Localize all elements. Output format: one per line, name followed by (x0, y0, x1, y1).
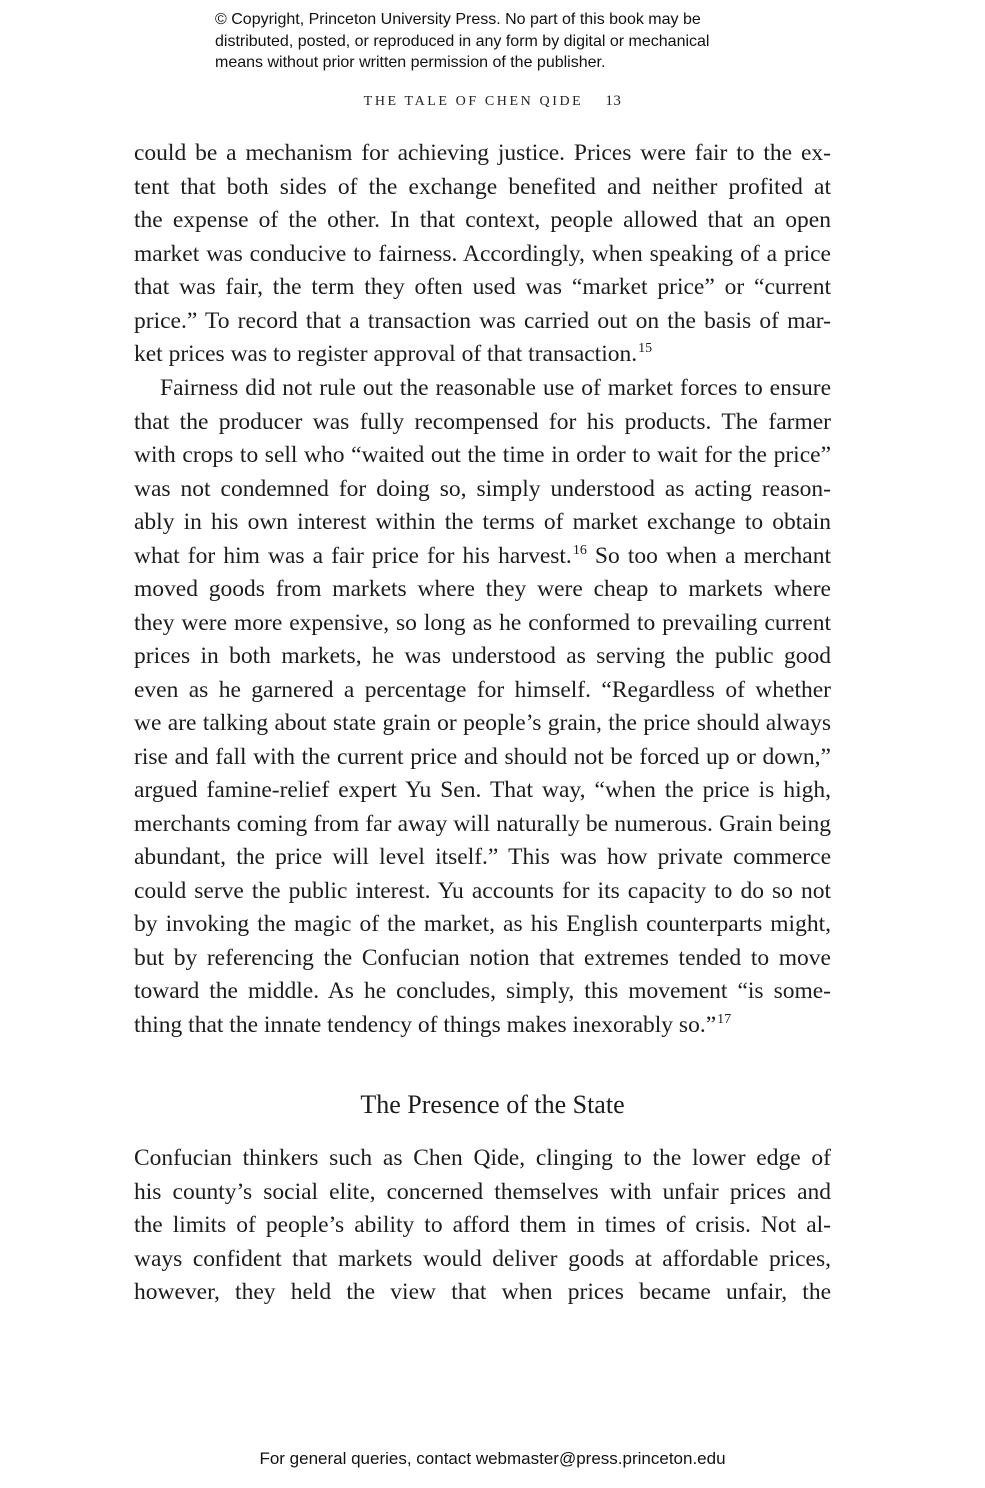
text-fragment: thing that the innate tendency of things makes inexorably so.” (134, 1011, 717, 1038)
text-line: moved goods from markets where they were cheap to markets where (134, 576, 831, 602)
text-line (134, 1009, 831, 1043)
footnote-ref-17: 17 (717, 1011, 732, 1027)
text-line: was not condemned for doing so, simply understood as acting reason- (134, 475, 831, 502)
text-line: toward the middle. As he concludes, simply, this movement “is some- (134, 978, 831, 1004)
text-line: rise and fall with the current price and should not be forced up or down,” (134, 743, 831, 770)
text-line: market was conducive to fairness. Accordingly, when speaking of a price (134, 240, 831, 267)
paragraph-1 (134, 137, 831, 372)
text-line: they were more expensive, so long as he conformed to prevailing current (134, 609, 831, 636)
text-line: the limits of people’s ability to afford them in times of crisis. Not al- (134, 1212, 831, 1238)
copyright-line: distributed, posted, or reproduced in any form by digital or mechanical (215, 32, 710, 50)
text-line: ably in his own interest within the terms of market exchange to obtain (134, 509, 831, 535)
text-line: argued famine-relief expert Yu Sen. That way, “when the price is high, (134, 777, 831, 803)
text-line (134, 540, 831, 574)
text-line: that the producer was fully recompensed for his products. The farmer (134, 408, 831, 435)
text-fragment: what for him was a fair price for his harvest. (134, 542, 572, 569)
running-head-title: THE TALE OF CHEN QIDE (363, 94, 584, 109)
copyright-line: © Copyright, Princeton University Press. No part of this book may be (215, 11, 701, 28)
paragraph-2 (134, 372, 831, 1042)
text-line: his county’s social elite, concerned themselves with unfair prices and (134, 1178, 831, 1205)
text-line: price.” To record that a transaction was carried out on the basis of mar- (134, 307, 831, 334)
text-line: merchants coming from far away will naturally be numerous. Grain being (134, 810, 831, 837)
text-line: could serve the public interest. Yu accounts for its capacity to do so not (134, 877, 831, 904)
page-number: 13 (605, 93, 622, 109)
footer-contact: For general queries, contact webmaster@press.princeton.edu (259, 1449, 726, 1468)
text-line: by invoking the magic of the market, as his English counterparts might, (134, 911, 831, 937)
text-line: the expense of the other. In that context, people allowed that an open (134, 207, 831, 233)
paragraph-3 (134, 1142, 831, 1310)
footnote-ref-15: 15 (638, 341, 653, 356)
text-line: ways confident that markets would deliver goods at affordable prices, (134, 1245, 831, 1272)
text-line: Confucian thinkers such as Chen Qide, clinging to the lower edge of (134, 1145, 831, 1171)
footnote-ref-16: 16 (572, 542, 587, 558)
copyright-line: means without prior written permission of the publisher. (215, 54, 606, 71)
text-line: we are talking about state grain or people’s grain, the price should always (134, 710, 831, 736)
text-line: however, they held the view that when prices became unfair, the (134, 1279, 831, 1305)
section-heading: The Presence of the State (360, 1090, 625, 1119)
text-fragment: So too when a merchant (586, 542, 831, 569)
text-fragment: ket prices was to register approval of that transaction. (134, 341, 638, 367)
text-line: Fairness did not rule out the reasonable use of market forces to ensure (160, 375, 831, 401)
text-line: abundant, the price will level itself.” This was how private commerce (134, 844, 831, 870)
text-line: could be a mechanism for achieving justice. Prices were fair to the ex- (134, 140, 831, 166)
text-line: that was fair, the term they often used was “market price” or “current (134, 274, 831, 300)
copyright-notice (215, 9, 835, 74)
text-line (134, 338, 831, 372)
text-line: but by referencing the Confucian notion that extremes tended to move (134, 944, 831, 971)
text-line: tent that both sides of the exchange benefited and neither profited at (134, 173, 831, 200)
text-line: even as he garnered a percentage for himself. “Regardless of whether (134, 676, 831, 703)
running-head (0, 93, 985, 110)
text-line: with crops to sell who “waited out the time in order to wait for the price” (134, 442, 831, 468)
text-line: prices in both markets, he was understood as serving the public good (134, 643, 831, 669)
